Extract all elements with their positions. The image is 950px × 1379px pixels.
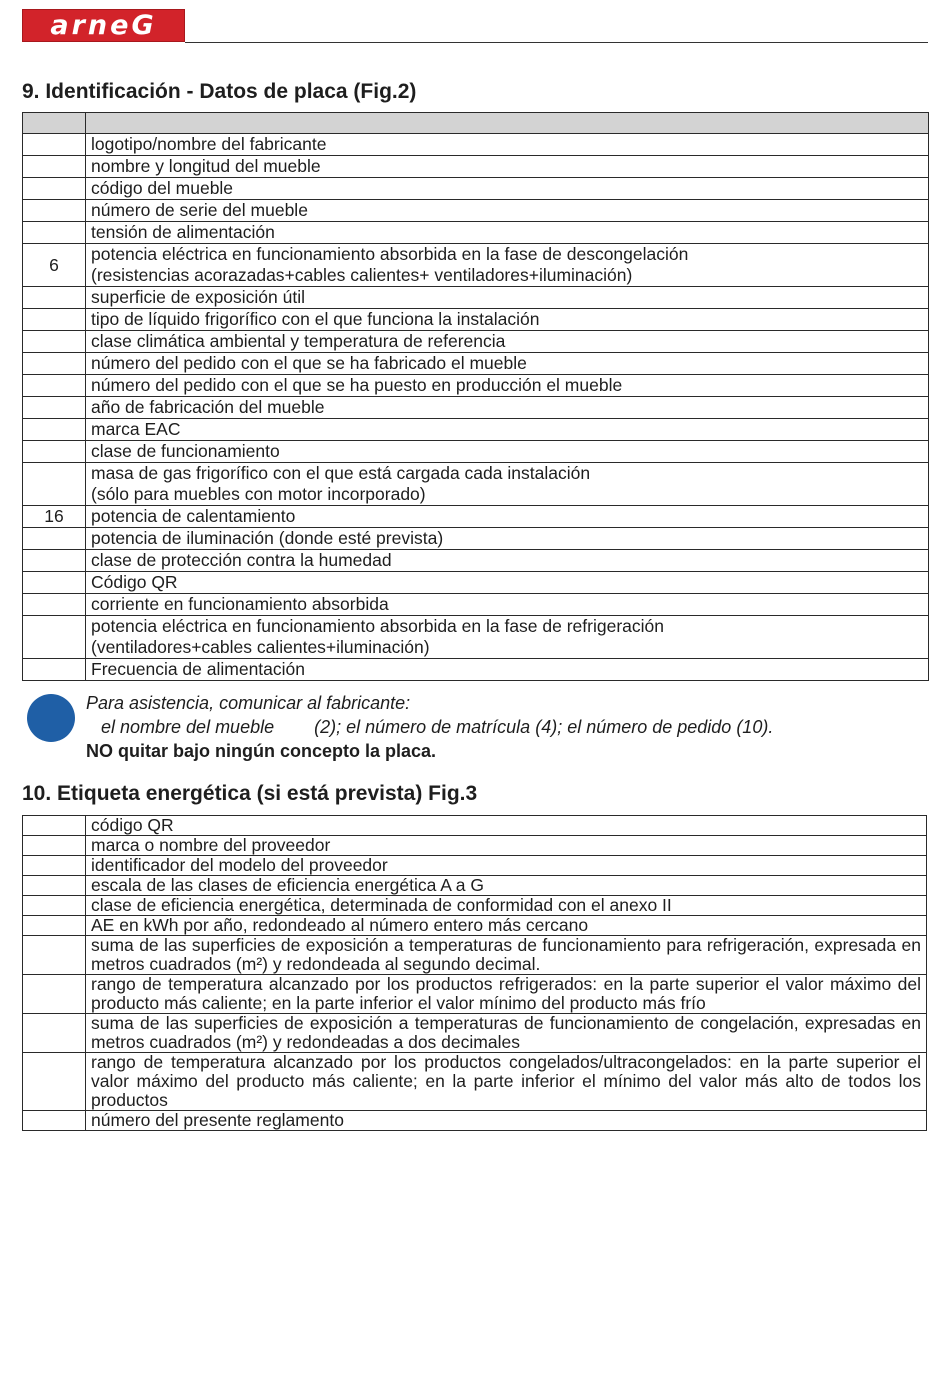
table-row	[23, 550, 929, 572]
row-text: potencia de iluminación (donde esté prevista)	[91, 528, 444, 548]
table-row	[23, 616, 929, 659]
row-text: potencia eléctrica en funcionamiento absorbida en la fase de descongelación	[91, 244, 689, 264]
row-text: potencia de calentamiento	[91, 506, 296, 526]
row-number	[23, 594, 86, 616]
row-number	[23, 287, 86, 309]
header-rule	[185, 42, 928, 43]
table-row	[23, 287, 929, 309]
row-number	[23, 1014, 86, 1053]
row-number	[23, 353, 86, 375]
table-row	[23, 463, 929, 506]
table-row	[23, 222, 929, 244]
row-description: número del presente reglamento	[86, 1111, 927, 1131]
row-number	[23, 178, 86, 200]
table-row	[23, 896, 927, 916]
row-text: Frecuencia de alimentación	[91, 659, 306, 679]
row-description	[86, 309, 929, 331]
row-number	[23, 856, 86, 876]
row-description	[86, 156, 929, 178]
row-description	[86, 441, 929, 463]
table-row	[23, 178, 929, 200]
row-text: año de fabricación del mueble	[91, 397, 325, 417]
row-text-continued: (ventiladores+cables calientes+iluminación)	[91, 637, 430, 657]
row-text: clase climática ambiental y temperatura de referencia	[91, 331, 506, 351]
row-description: suma de las superficies de exposición a temperaturas de funcionamiento de congelación, expresadas en metros cuadrados (m²) y redondeadas a dos decimales	[86, 1014, 927, 1053]
table-header-row	[23, 113, 929, 134]
table-row	[23, 419, 929, 441]
row-description: identificador del modelo del proveedor	[86, 856, 927, 876]
row-description	[86, 331, 929, 353]
row-text: nombre y longitud del mueble	[91, 156, 321, 176]
row-text: masa de gas frigorífico con el que está cargada cada instalación	[91, 463, 591, 483]
nameplate-table	[22, 112, 929, 681]
table-row	[23, 134, 929, 156]
table-row	[23, 594, 929, 616]
table-row	[23, 572, 929, 594]
row-number	[23, 836, 86, 856]
table-row	[23, 528, 929, 550]
table-row	[23, 331, 929, 353]
row-number	[23, 916, 86, 936]
table-row	[23, 375, 929, 397]
row-number: 16	[23, 506, 86, 528]
row-number	[23, 134, 86, 156]
row-text: logotipo/nombre del fabricante	[91, 134, 327, 154]
row-description	[86, 506, 929, 528]
row-number: 6	[23, 244, 86, 287]
row-number	[23, 896, 86, 916]
assistance-note	[86, 691, 773, 763]
row-number	[23, 528, 86, 550]
note-line-1: Para asistencia, comunicar al fabricante:	[86, 693, 411, 713]
row-text-continued: (sólo para muebles con motor incorporado)	[91, 484, 426, 504]
row-number	[23, 331, 86, 353]
row-description	[86, 594, 929, 616]
table-row	[23, 856, 927, 876]
row-number	[23, 222, 86, 244]
row-number	[23, 975, 86, 1014]
row-description: rango de temperatura alcanzado por los productos congelados/ultracongelados: en la parte superior el valor máximo del producto más caliente; en la parte inferior el mínimo del valor más alto de todos los productos	[86, 1053, 927, 1111]
table-row	[23, 309, 929, 331]
row-text: número del pedido con el que se ha fabricado el mueble	[91, 353, 527, 373]
row-description	[86, 463, 929, 506]
section-10-title: 10. Etiqueta energética (si está prevista) Fig.3	[22, 782, 478, 805]
table-row	[23, 200, 929, 222]
table-row	[23, 1053, 927, 1111]
note-line-2: el nombre del mueble (2); el número de matrícula (4); el número de pedido (10).	[101, 717, 774, 737]
row-description: código QR	[86, 816, 927, 836]
row-number	[23, 309, 86, 331]
row-text: número del pedido con el que se ha puesto en producción el mueble	[91, 375, 623, 395]
row-number	[23, 397, 86, 419]
row-description	[86, 616, 929, 659]
table-row	[23, 156, 929, 178]
table-row	[23, 836, 927, 856]
row-text: clase de protección contra la humedad	[91, 550, 392, 570]
row-number	[23, 1053, 86, 1111]
row-text: marca EAC	[91, 419, 181, 439]
row-description	[86, 244, 929, 287]
arneg-logo: arneG	[22, 9, 185, 42]
row-description	[86, 178, 929, 200]
row-description: clase de eficiencia energética, determinada de conformidad con el anexo II	[86, 896, 927, 916]
table-row	[23, 916, 927, 936]
row-number	[23, 616, 86, 659]
row-text: clase de funcionamiento	[91, 441, 280, 461]
row-description	[86, 419, 929, 441]
table-row	[23, 816, 927, 836]
row-description: marca o nombre del proveedor	[86, 836, 927, 856]
row-text-continued: (resistencias acorazadas+cables calientes+ ventiladores+iluminación)	[91, 265, 633, 285]
row-number	[23, 1111, 86, 1131]
row-text: corriente en funcionamiento absorbida	[91, 594, 389, 614]
section-9-title: 9. Identificación - Datos de placa (Fig.2)	[22, 80, 417, 103]
table-row	[23, 397, 929, 419]
table-row	[23, 506, 929, 528]
row-number	[23, 876, 86, 896]
table-row	[23, 936, 927, 975]
row-description	[86, 572, 929, 594]
table-row	[23, 659, 929, 681]
table-row	[23, 244, 929, 287]
row-text: código del mueble	[91, 178, 234, 198]
table-row	[23, 1014, 927, 1053]
row-number	[23, 441, 86, 463]
row-text: potencia eléctrica en funcionamiento absorbida en la fase de refrigeración	[91, 616, 664, 636]
row-description	[86, 222, 929, 244]
row-number	[23, 936, 86, 975]
table-row	[23, 353, 929, 375]
table-row	[23, 876, 927, 896]
row-description: rango de temperatura alcanzado por los productos refrigerados: en la parte superior el valor máximo del producto más caliente; en la parte inferior el valor mínimo del producto más frío	[86, 975, 927, 1014]
energy-label-table	[22, 815, 927, 1131]
row-number	[23, 816, 86, 836]
row-description	[86, 550, 929, 572]
row-description	[86, 353, 929, 375]
row-text: tipo de líquido frigorífico con el que funciona la instalación	[91, 309, 540, 329]
row-description	[86, 200, 929, 222]
row-description	[86, 134, 929, 156]
row-description	[86, 659, 929, 681]
row-description: AE en kWh por año, redondeado al número entero más cercano	[86, 916, 927, 936]
table-row	[23, 441, 929, 463]
row-number	[23, 375, 86, 397]
row-text: tensión de alimentación	[91, 222, 275, 242]
row-number	[23, 572, 86, 594]
row-number	[23, 419, 86, 441]
row-number	[23, 659, 86, 681]
table-row	[23, 975, 927, 1014]
row-number	[23, 550, 86, 572]
row-text: Código QR	[91, 572, 178, 592]
row-text: superficie de exposición útil	[91, 287, 306, 307]
note-warning: NO quitar bajo ningún concepto la placa.	[86, 741, 437, 761]
row-description	[86, 528, 929, 550]
row-description	[86, 397, 929, 419]
row-description	[86, 287, 929, 309]
row-number	[23, 463, 86, 506]
row-number	[23, 156, 86, 178]
info-circle-icon	[27, 694, 75, 742]
row-text: número de serie del mueble	[91, 200, 308, 220]
row-description	[86, 375, 929, 397]
row-description: suma de las superficies de exposición a temperaturas de funcionamiento para refrigeración, expresada en metros cuadrados (m²) y redondeada al segundo decimal.	[86, 936, 927, 975]
row-description: escala de las clases de eficiencia energética A a G	[86, 876, 927, 896]
table-row	[23, 1111, 927, 1131]
row-number	[23, 200, 86, 222]
